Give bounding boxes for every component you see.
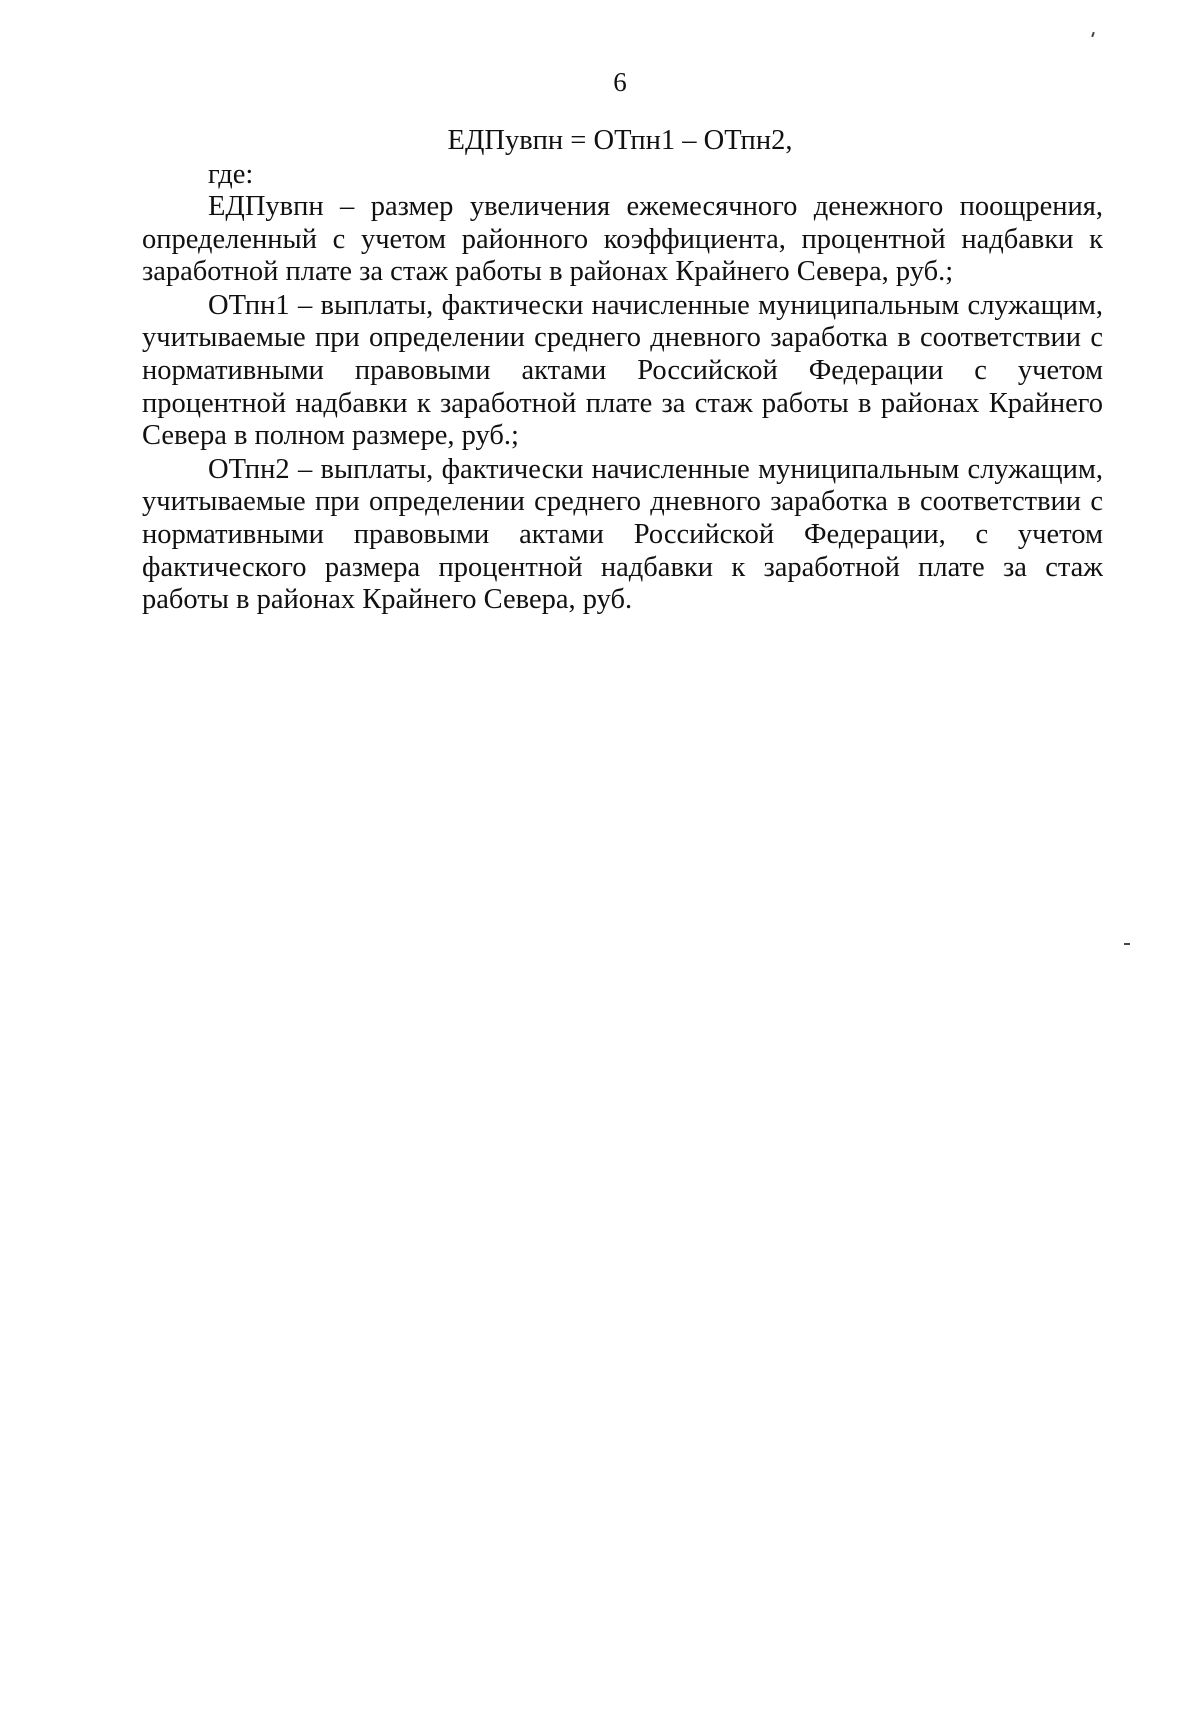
scan-speck — [1124, 943, 1130, 945]
definition-otpn2: ОТпн2 – выплаты, фактически начисленные муниципальным служащим, учитываемые при определении среднего дневного заработка в соответствии с нормативными правовыми актами Российской Федерации, с учетом фактического размера процентной надбавки к заработной плате за стаж работы в районах Крайнего Севера, руб. — [142, 453, 1103, 616]
definition-edpuvpn: ЕДПувпн – размер увеличения ежемесячного денежного поощрения, определенный с учетом районного коэффициента, процентной надбавки к заработной плате за стаж работы в районах Крайнего Севера, руб.; — [142, 191, 1103, 288]
formula: ЕДПувпн = ОТпн1 – ОТпн2, — [447, 125, 793, 156]
page-number: 6 — [613, 67, 627, 97]
where-label: где: — [208, 159, 254, 190]
definition-otpn1: ОТпн1 – выплаты, фактически начисленные муниципальным служащим, учитываемые при определении среднего дневного заработка в соответствии с нормативными правовыми актами Российской Федерации с учетом процентной надбавки к заработной плате за стаж работы в районах Крайнего Севера в полном размере, руб.; — [142, 289, 1103, 452]
scan-speck — [1091, 32, 1095, 37]
definitions-block — [142, 191, 1103, 618]
